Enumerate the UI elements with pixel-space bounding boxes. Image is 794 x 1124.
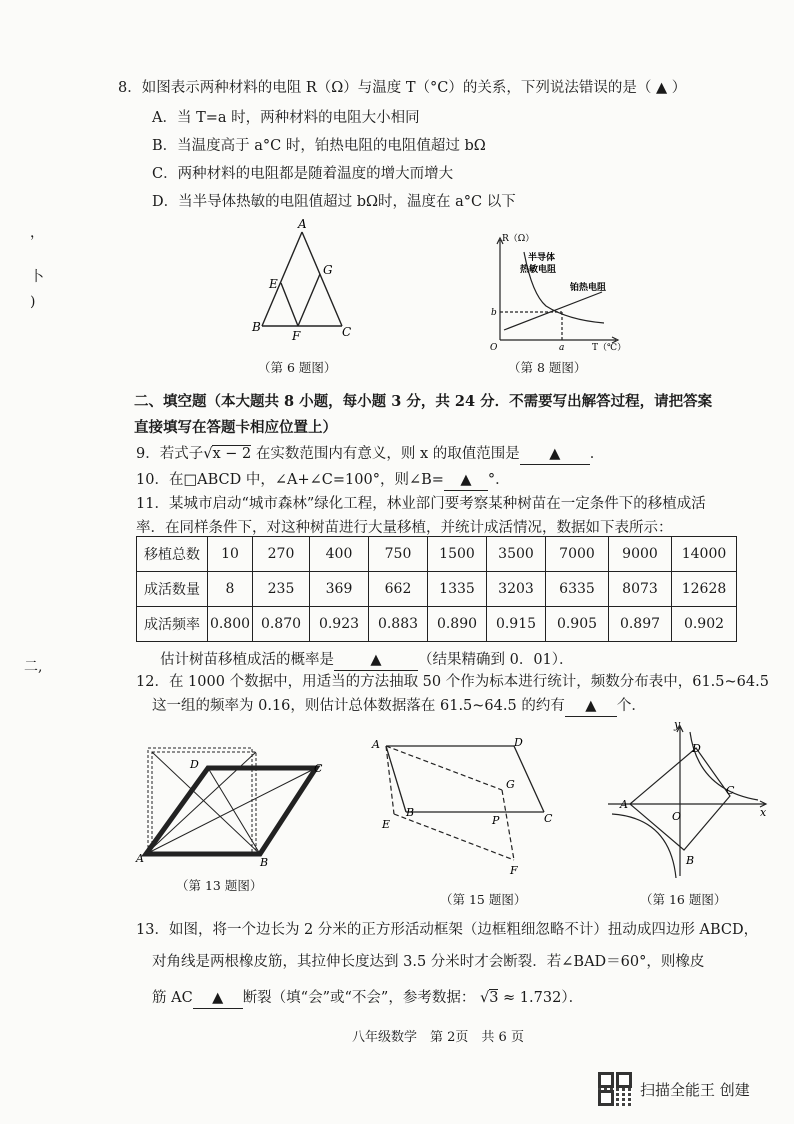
fig8-semiconductor-label-2: 热敏电阻 [520,265,557,275]
table-cell: 400 [310,537,369,572]
q9-answer-blank: ▲ [520,444,590,465]
table-row [137,537,737,572]
table-cell: 3500 [487,537,546,572]
fig15-label-p: P [492,814,500,827]
q11-line2: 率．在同样条件下，对这种树苗进行大量移植，并统计成活情况，数据如下表所示： [136,520,673,536]
fig8-b-label: b [491,308,497,318]
fig6-label-c: C [342,325,352,339]
q9: 9．若式子√x − 2 在实数范围内有意义，则 x 的取值范围是 ▲ ． [136,444,604,465]
fig13-label-a: A [136,852,144,865]
q9-radicand: x − 2 [212,446,252,462]
q8-option-c: C．两种材料的电阻都是随着温度的增大而增大 [152,166,454,182]
figure-16 [600,718,776,888]
q11-table [136,536,737,642]
fig16-label-o: O [672,810,682,823]
table-cell: 移植总数 [137,537,208,572]
fig8-platinum-label: 铂热电阻 [570,283,607,293]
table-cell: 369 [310,572,369,607]
fig16-label-x: x [760,806,767,819]
fig16-label-b: B [686,854,695,867]
q8-option-b: B．当温度高于 a°C 时，铂热电阻的电阻值超过 bΩ [152,138,486,154]
q9-post: 在实数范围内有意义，则 x 的取值范围是 [251,446,520,462]
q10: 10．在□ABCD 中，∠A+∠C=100°，则∠B= ▲ °． [136,470,510,491]
fig15-label-c: C [544,812,553,825]
q13-answer-blank: ▲ [193,988,243,1009]
q9-pre: 9．若式子 [136,446,204,462]
fig13-label-d: D [190,758,199,771]
table-cell: 7000 [546,537,609,572]
fig16-label-c: C [726,784,735,797]
q8-option-a: A．当 T=a 时，两种材料的电阻大小相同 [152,110,420,126]
q12-answer-blank: ▲ [565,696,617,717]
table-cell: 6335 [546,572,609,607]
qr-code-icon [598,1072,632,1106]
fig16-label-a: A [620,798,628,811]
table-cell: 0.902 [672,607,737,642]
figure-15 [366,734,566,884]
fig15-label-b: B [406,806,415,819]
fig6-caption: （第 6 题图） [258,360,337,375]
q11-estimate: 估计树苗移植成活的概率是 ▲ （结果精确到 0．01）． [160,650,574,671]
fig15-label-e: E [382,818,391,831]
fig8-semiconductor-label: 半导体 [528,253,556,263]
page-footer: 八年级数学 第 2页 共 6 页 [352,1030,524,1045]
table-cell: 0.883 [369,607,428,642]
table-cell: 0.800 [208,607,253,642]
fig6-label-f: F [292,329,301,343]
fig6-label-b: B [252,320,261,334]
fig15-label-a: A [372,738,380,751]
fig13-caption: （第 13 题图） [176,878,263,893]
table-cell: 9000 [609,537,672,572]
q11-answer-blank: ▲ [334,650,418,671]
table-cell: 235 [253,572,310,607]
watermark-text: 扫描全能王 创建 [640,1081,750,1099]
table-cell: 270 [253,537,310,572]
q8-option-d: D．当半导体热敏的电阻值超过 bΩ时，温度在 a°C 以下 [152,194,516,210]
q13-line1: 13．如图，将一个边长为 2 分米的正方形活动框架（边框粗细忽略不计）扭动成四边形 ABCD， [136,922,759,938]
fig8-y-axis-label: R（Ω） [502,234,535,244]
table-row [137,607,737,642]
fig16-label-d: D [692,742,701,755]
fig8-caption: （第 8 题图） [508,360,587,375]
table-cell: 0.890 [428,607,487,642]
margin-mark: 二, [24,659,43,675]
section-2-heading: 二、填空题（本大题共 8 小题，每小题 3 分，共 24 分．不需要写出解答过程，请把答案 [134,393,713,410]
fig15-label-d: D [514,736,523,749]
fig6-label-a: A [298,217,307,231]
fig13-label-c: C [314,762,323,775]
table-cell: 成活频率 [137,607,208,642]
table-cell: 0.905 [546,607,609,642]
table-cell: 662 [369,572,428,607]
q11-line1: 11．某城市启动“城市森林”绿化工程，林业部门要考察某种树苗在一定条件下的移植成活 [136,496,706,512]
fig6-label-e: E [269,277,278,291]
margin-mark: ， [30,225,44,241]
fig6-label-g: G [323,263,333,277]
table-cell: 14000 [672,537,737,572]
q13-line3: 筋 AC ▲ 断裂（填“会”或“不会”，参考数据： √3 ≈ 1.732）． [152,988,583,1009]
q10-answer-blank: ▲ [444,470,488,491]
q8-stem: 8．如图表示两种材料的电阻 R（Ω）与温度 T（°C）的关系，下列说法错误的是（ ▲ ） [118,80,687,96]
fig8-x-axis-label: T（℃） [592,343,627,353]
figure-13 [132,738,328,868]
table-cell: 0.923 [310,607,369,642]
margin-mark: ) [30,294,36,310]
section-2-heading-cont: 直接填写在答题卡相应位置上） [134,419,337,436]
fig8-origin-label: O [490,343,498,353]
table-cell: 10 [208,537,253,572]
table-cell: 0.870 [253,607,310,642]
q12-line1: 12．在 1000 个数据中，用适当的方法抽取 50 个作为标本进行统计，频数分布表中，61.5~64.5 [136,674,769,690]
fig15-label-f: F [510,864,518,877]
fig15-caption: （第 15 题图） [440,892,527,907]
q13-line2: 对角线是两根橡皮筋，其拉伸长度达到 3.5 分米时才会断裂．若∠BAD＝60°，则橡皮 [152,954,705,970]
fig16-caption: （第 16 题图） [640,892,727,907]
margin-mark: 卜 [30,269,44,285]
table-cell: 3203 [487,572,546,607]
table-cell: 12628 [672,572,737,607]
fig15-label-g: G [506,778,515,791]
figure-6 [248,216,368,344]
fig13-label-b: B [260,856,269,868]
table-cell: 1500 [428,537,487,572]
table-cell: 0.915 [487,607,546,642]
table-cell: 8073 [609,572,672,607]
fig8-a-label: a [559,343,565,353]
q10-pre: 10．在□ABCD 中，∠A+∠C=100°，则∠B= [136,472,444,488]
q12-line2: 这一组的频率为 0.16，则估计总体数据落在 61.5~64.5 的约有 ▲ 个． [152,696,646,717]
table-row [137,572,737,607]
q13-sqrt-value: 3 [489,990,499,1006]
table-cell: 8 [208,572,253,607]
fig16-label-y: y [674,718,681,731]
table-cell: 成活数量 [137,572,208,607]
table-cell: 1335 [428,572,487,607]
figure-8 [488,230,628,354]
table-cell: 0.897 [609,607,672,642]
table-cell: 750 [369,537,428,572]
